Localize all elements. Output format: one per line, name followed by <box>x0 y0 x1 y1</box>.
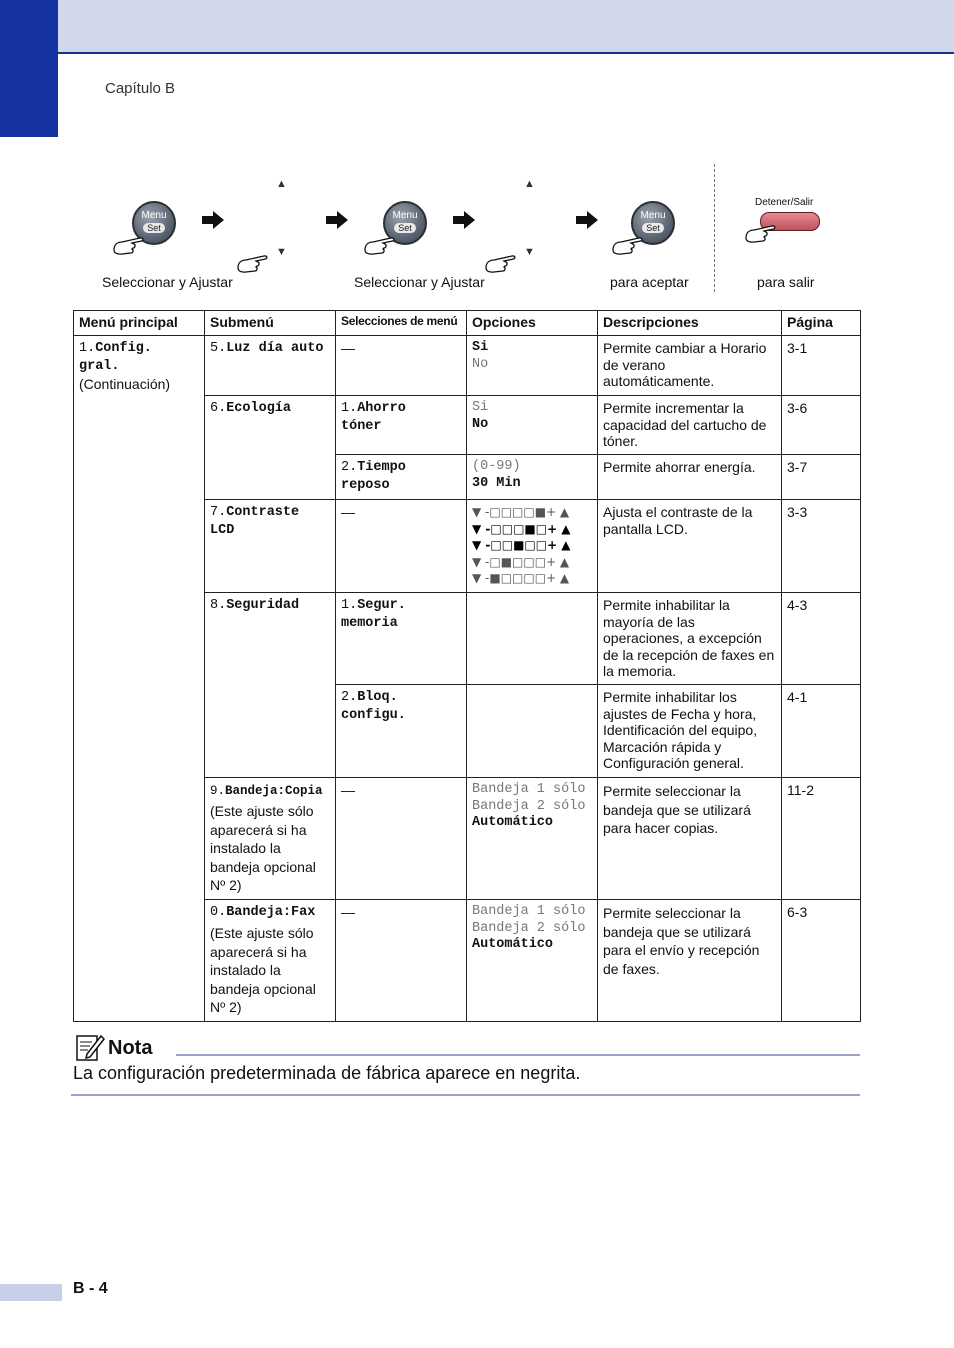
footer-band <box>0 1284 62 1301</box>
menu-table <box>73 310 861 1022</box>
selection-cell: — <box>336 500 467 593</box>
menu-label: Menu <box>141 210 167 221</box>
step-label: para aceptar <box>610 274 689 290</box>
selection-cell: — <box>336 336 467 396</box>
header-descriptions: Descripciones <box>598 311 782 336</box>
contrast-option: ▼ -□□□□■+ ▲ <box>472 505 570 519</box>
submenu-cell: 6.Ecología <box>205 396 336 500</box>
selection-cell: 1.Ahorro tóner <box>336 396 467 455</box>
set-label: Set <box>385 223 425 234</box>
page-cell: 3-3 <box>782 500 861 593</box>
description-cell: Permite inhabilitar la mayoría de las operaciones, a excepción de la recepción de faxes en la memoria. <box>598 593 782 685</box>
description-cell: Permite cambiar a Horario de verano automáticamente. <box>598 336 782 396</box>
selection-cell: — <box>336 778 467 900</box>
down-arrow-icon[interactable]: ▼ <box>276 246 287 258</box>
options-cell <box>467 593 598 685</box>
up-arrow-icon[interactable]: ▲ <box>524 178 535 190</box>
chapter-label: Capítulo B <box>105 80 176 97</box>
options-cell: Bandeja 1 sólo Bandeja 2 sólo Automático <box>467 900 598 1022</box>
main-menu-cell: 1.Config. gral. (Continuación) <box>74 336 205 1022</box>
submenu-cell: 5.Luz día auto <box>205 336 336 396</box>
header-menu-selections: Selecciones de menú <box>336 311 467 336</box>
right-arrow-icon <box>326 211 348 229</box>
page-number: B - 4 <box>73 1280 108 1297</box>
menu-label: Menu <box>640 210 666 221</box>
pointing-hand-icon <box>112 232 148 258</box>
selection-cell: 1.Segur. memoria <box>336 593 467 685</box>
contrast-option: ▼ -□□□■□+ ▲ <box>472 521 571 536</box>
header-submenu: Submenú <box>205 311 336 336</box>
options-cell <box>467 500 598 593</box>
page-cell: 3-1 <box>782 336 861 396</box>
contrast-option: ▼ -■□□□□+ ▲ <box>472 571 570 586</box>
description-cell: Permite seleccionar la bandeja que se utilizará para el envío y recepción de faxes. <box>598 900 782 1022</box>
description-cell: Permite incrementar la capacidad del cartucho de tóner. <box>598 396 782 455</box>
up-arrow-icon[interactable]: ▲ <box>276 178 287 190</box>
description-cell: Permite seleccionar la bandeja que se utilizará para hacer copias. <box>598 778 782 900</box>
submenu-cell: 0.Bandeja:Fax (Este ajuste sólo aparecerá si ha instalado la bandeja opcional Nº 2) <box>205 900 336 1022</box>
note-text: La configuración predeterminada de fábrica aparece en negrita. <box>73 1063 581 1083</box>
page-cell: 4-1 <box>782 685 861 778</box>
divider <box>714 164 715 292</box>
step-label: para salir <box>757 274 815 290</box>
key-sequence <box>0 160 954 300</box>
submenu-cell: 8.Seguridad <box>205 593 336 778</box>
options-cell: (0-99) 30 Min <box>467 455 598 500</box>
down-arrow-icon[interactable]: ▼ <box>524 246 535 258</box>
pointing-hand-icon <box>484 250 520 276</box>
note-title: Nota <box>108 1037 153 1059</box>
page-cell: 6-3 <box>782 900 861 1022</box>
page-cell: 3-7 <box>782 455 861 500</box>
page-cell: 3-6 <box>782 396 861 455</box>
pointing-hand-icon <box>363 232 399 258</box>
right-arrow-icon <box>202 211 224 229</box>
submenu-cell: 7.Contraste LCD <box>205 500 336 593</box>
header-main-menu: Menú principal <box>74 311 205 336</box>
right-arrow-icon <box>576 211 598 229</box>
options-cell: Si No <box>467 396 598 455</box>
contrast-option: ▼ -□■□□□+ ▲ <box>472 554 570 569</box>
page-cell: 4-3 <box>782 593 861 685</box>
note-pencil-icon <box>75 1032 105 1062</box>
chapter-tab <box>0 0 58 137</box>
selection-cell: — <box>336 900 467 1022</box>
note-rule <box>176 1054 860 1056</box>
header-band <box>0 0 954 54</box>
options-cell: Si No <box>467 336 598 396</box>
selection-cell: 2.Tiempo reposo <box>336 455 467 500</box>
selection-cell: 2.Bloq. configu. <box>336 685 467 778</box>
table-header-row <box>74 311 861 336</box>
description-cell: Permite ahorrar energía. <box>598 455 782 500</box>
contrast-option: ▼ -□□■□□+ ▲ <box>472 538 571 553</box>
step-label: Seleccionar y Ajustar <box>354 274 485 290</box>
description-cell: Ajusta el contraste de la pantalla LCD. <box>598 500 782 593</box>
continued-label: (Continuación) <box>79 376 171 392</box>
table-row <box>74 336 861 396</box>
pointing-hand-icon <box>236 250 272 276</box>
note-rule <box>71 1094 860 1096</box>
set-label: Set <box>134 223 174 234</box>
page-cell: 11-2 <box>782 778 861 900</box>
right-arrow-icon <box>453 211 475 229</box>
pointing-hand-icon <box>744 220 780 246</box>
step-label: Seleccionar y Ajustar <box>102 274 233 290</box>
options-cell <box>467 685 598 778</box>
menu-label: Menu <box>392 210 418 221</box>
header-page: Página <box>782 311 861 336</box>
submenu-cell: 9.Bandeja:Copia (Este ajuste sólo aparecerá si ha instalado la bandeja opcional Nº 2) <box>205 778 336 900</box>
pointing-hand-icon <box>611 232 647 258</box>
description-cell: Permite inhabilitar los ajustes de Fecha y hora, Identificación del equipo, Marcación rápida y Configuración general. <box>598 685 782 778</box>
options-cell: Bandeja 1 sólo Bandeja 2 sólo Automático <box>467 778 598 900</box>
set-label: Set <box>633 223 673 234</box>
header-options: Opciones <box>467 311 598 336</box>
stop-exit-label: Detener/Salir <box>755 197 814 208</box>
